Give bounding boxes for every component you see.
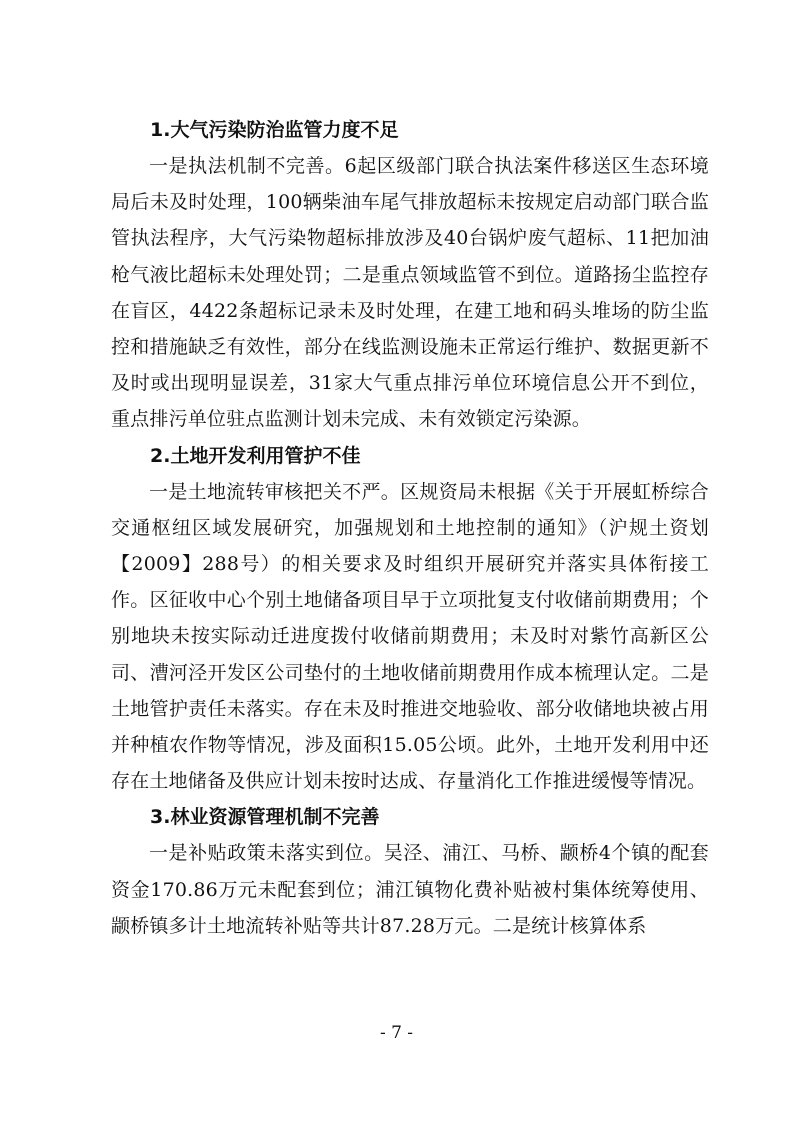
- section-heading-forestry: 3.林业资源管理机制不完善: [150, 806, 380, 829]
- page-number: - 7 -: [379, 1023, 414, 1043]
- section-paragraph-land-use: 一是土地流转审核把关不严。区规资局未根据《关于开展虹桥综合交通枢纽区域发展研究，加强规划和土地控制的通知》（沪规土资划【2009】288号）的相关要求及时组织开展研究并落实具体衔接工作。区征收中心个别土地储备项目早于立项批复支付收储前期费用；个别地块未按实际动迁进度拨付收储前期费用；未及时对紫竹高新区公司、漕河泾开发区公司垫付的土地收储前期费用作成本梳理认定。二是土地管护责任未落实。存在未及时推进交地验收、部分收储地块被占用并种植农作物等情况，涉及面积15.05公顷。此外，土地开发利用中还存在土地储备及供应计划未按时达成、存量消化工作推进缓慢等情况。: [111, 480, 709, 793]
- section-paragraph-forestry: 一是补贴政策未落实到位。吴泾、浦江、马桥、颛桥4个镇的配套资金170.86万元未配套到位；浦江镇物化费补贴被村集体统筹使用、颛桥镇多计土地流转补贴等共计87.28万元。二是统计核算体系: [111, 842, 709, 937]
- document-body: [111, 112, 709, 944]
- section-heading-air-pollution: 1.大气污染防治监管力度不足: [150, 119, 399, 141]
- section-paragraph-air-pollution: 一是执法机制不完善。6起区级部门联合执法案件移送区生态环境局后未及时处理，100辆柴油车尾气排放超标未按规定启动部门联合监管执法程序，大气污染物超标排放涉及40台锅炉废气超标、11把加油枪气液比超标未处理处罚；二是重点领域监管不到位。道路扬尘监控存在盲区，4422条超标记录未及时处理，在建工地和码头堆场的防尘监控和措施缺乏有效性，部分在线监测设施未正常运行维护、数据更新不及时或出现明显误差，31家大气重点排污单位环境信息公开不到位，重点排污单位驻点监测计划未完成、未有效锁定污染源。: [111, 155, 709, 431]
- section-heading-land-use: 2.土地开发利用管护不佳: [150, 444, 361, 467]
